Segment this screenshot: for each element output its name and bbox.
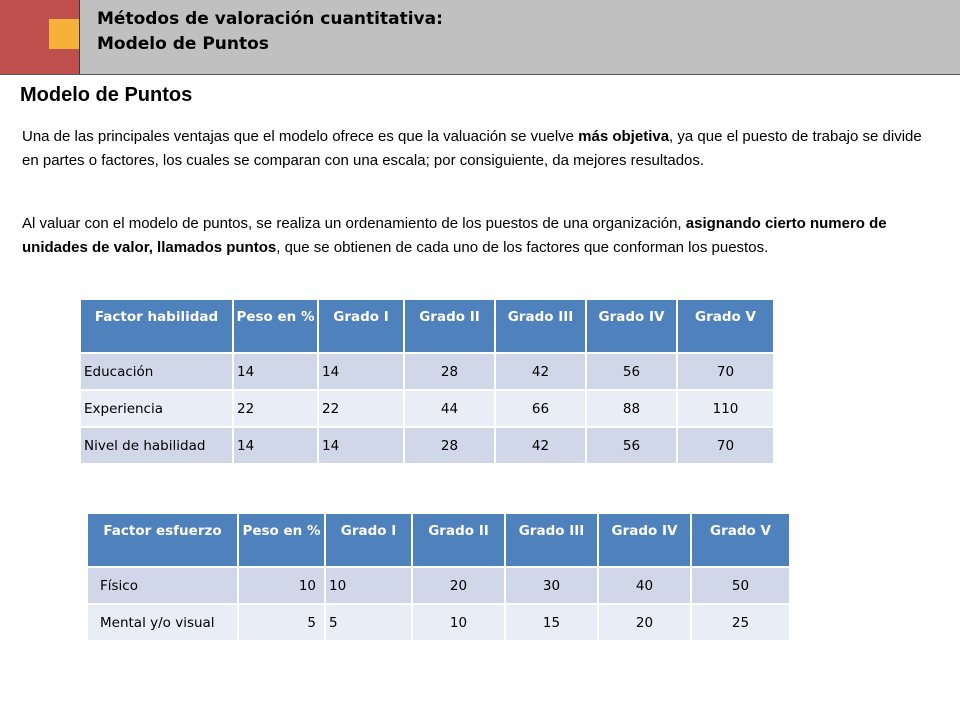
table-header-cell: Grado V: [678, 300, 773, 352]
table-cell: 70: [678, 428, 773, 463]
table-cell: 15: [506, 605, 597, 640]
paragraph-valuar-bold: asignando cierto numero de unidades de valor, llamados puntos: [22, 215, 887, 256]
section-title: Modelo de Puntos: [20, 84, 193, 106]
table-cell: 42: [496, 428, 585, 463]
table-cell-factor: Físico: [88, 568, 237, 603]
table-header-row: [81, 300, 773, 352]
table-cell: 14: [319, 354, 403, 389]
header-divider: [79, 0, 80, 74]
table-cell: 22: [234, 391, 317, 426]
table-factor-esfuerzo: [86, 512, 791, 642]
table-cell: 22: [319, 391, 403, 426]
table-cell: 14: [234, 428, 317, 463]
table-cell-factor: Nivel de habilidad: [81, 428, 232, 463]
paragraph-ventajas: [22, 125, 932, 173]
table-header-cell: Grado II: [405, 300, 494, 352]
table-cell: 10: [326, 568, 411, 603]
table-cell: 20: [599, 605, 690, 640]
paragraph-ventajas-text-1: Una de las principales ventajas que el modelo ofrece es que la valuación se vuelve: [22, 128, 579, 145]
table-header-cell: Grado III: [496, 300, 585, 352]
table-row: [81, 428, 773, 463]
table-cell: 14: [319, 428, 403, 463]
table-cell: 70: [678, 354, 773, 389]
table-cell: 56: [587, 354, 676, 389]
table-cell-factor: Educación: [81, 354, 232, 389]
table-header-cell: Grado IV: [587, 300, 676, 352]
table-cell: 25: [692, 605, 789, 640]
table-header-cell: Peso en %: [239, 514, 324, 566]
table-header-cell: Grado III: [506, 514, 597, 566]
table-header-cell: Grado II: [413, 514, 504, 566]
table-header-cell: Grado I: [319, 300, 403, 352]
table-header-cell: Grado V: [692, 514, 789, 566]
table-row: [88, 568, 789, 603]
table-cell-factor: Experiencia: [81, 391, 232, 426]
table-row: [88, 605, 789, 640]
table-cell: 20: [413, 568, 504, 603]
table-header-cell: Factor esfuerzo: [88, 514, 237, 566]
table-factor-habilidad: [79, 298, 775, 465]
header-title: [97, 7, 443, 57]
table-cell: 50: [692, 568, 789, 603]
table-cell-factor: Mental y/o visual: [88, 605, 237, 640]
table-cell: 66: [496, 391, 585, 426]
table-cell: 5: [326, 605, 411, 640]
table-cell: 28: [405, 354, 494, 389]
paragraph-ventajas-bold: más objetiva: [578, 128, 670, 145]
table-cell: 10: [413, 605, 504, 640]
table-header-row: [88, 514, 789, 566]
paragraph-valuar-text-1: Al valuar con el modelo de puntos, se realiza un ordenamiento de los puestos de una organización,: [22, 215, 686, 232]
table-cell: 30: [506, 568, 597, 603]
table-cell: 14: [234, 354, 317, 389]
table-cell: 56: [587, 428, 676, 463]
paragraph-valuar-text-2: , que se obtienen de cada uno de los factores que conforman los puestos.: [276, 239, 769, 256]
table-header-cell: Factor habilidad: [81, 300, 232, 352]
table-header-cell: Peso en %: [234, 300, 317, 352]
table-cell: 5: [239, 605, 324, 640]
table-cell: 28: [405, 428, 494, 463]
table-cell: 10: [239, 568, 324, 603]
header-title-line1: Métodos de valoración cuantitativa:: [97, 9, 443, 29]
header-title-line2: Modelo de Puntos: [97, 34, 269, 54]
table-row: [81, 354, 773, 389]
table-cell: 40: [599, 568, 690, 603]
table-cell: 44: [405, 391, 494, 426]
table-row: [81, 391, 773, 426]
paragraph-valuar: [22, 212, 932, 260]
table-cell: 110: [678, 391, 773, 426]
table-header-cell: Grado IV: [599, 514, 690, 566]
paragraph-ventajas-text-2: , ya que el puesto de trabajo se divide en partes o factores, los cuales se comparan con una escala; por consiguiente, da mejores resultados.: [22, 128, 922, 169]
header-accent-orange-square: [49, 19, 79, 49]
table-cell: 88: [587, 391, 676, 426]
table-cell: 42: [496, 354, 585, 389]
table-header-cell: Grado I: [326, 514, 411, 566]
